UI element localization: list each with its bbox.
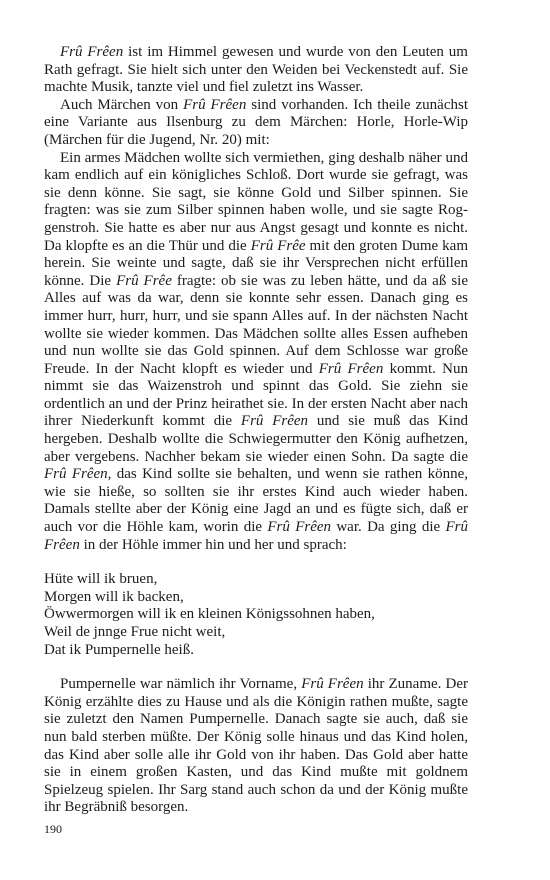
text-run: das Kind sollte sie behalten, und wenn sie rathen könne, wie sie hieße, so sollten sie ihr erstes Kind auch wieder haben. Damals stellte aber der König eine Jagd an und es fügte sich, daß er auch vor die Höhle kam, worin die: [44, 466, 468, 536]
italic-name-run: Frû Frêen: [60, 44, 124, 60]
text-run: ihr Zuname. Der König erzählte dies zu Hause und als die Königin rathen mußte, sagte sie zuletzt den Namen Pumpernelle. Danach sagte sie auch, daß sie nun bald sterben müßte. Der König solle hinaus und das Kind holen, das Kind aber solle alle ihr Gold von ihr haben. Das Gold aber hatte sie in einem großen Kasten, und das Kind mußte mit goldnem Spielzeug spielen. Ihr Sarg stand auch schon da und der König mußte ihr Begräbniß besorgen.: [44, 676, 468, 816]
verse-line: Weil de jnnge Frue nicht weit,: [44, 624, 226, 640]
italic-name-run: Frû Frêen: [318, 360, 384, 377]
verse-line: Hüte will ik bruen,: [44, 571, 158, 588]
paragraph-maerchen-story: [44, 150, 468, 555]
text-run: Pumpernelle war nämlich ihr Vorname,: [60, 676, 302, 693]
text-run: ist im Himmel gewesen und wurde von den Leuten um Rath gefragt. Sie hielt sich unter den Weiden bei Veckenstedt auf. Sie machte Musik, tanzte viel und fiel zuletzt ins Wasser.: [44, 44, 468, 96]
paragraph-pumpernelle: [44, 676, 468, 817]
text-run: kommt. Nun nimmt sie das Waizenstroh und spinnt das Gold. Sie ziehn sie ordentlich an und der Prinz heirathet sie. In der ersten Nacht aber nach ihrer Niederkunft kommt die: [44, 360, 468, 430]
page-number: 190: [44, 822, 62, 836]
text-run: Auch Märchen von: [60, 96, 184, 113]
italic-name-run: Frû Frêen: [183, 96, 247, 113]
paragraph-fru-freen-intro: [44, 44, 468, 97]
italic-name-run: Frû Frêen: [240, 413, 309, 430]
verse-block: [44, 571, 468, 659]
italic-name-run: Frû Frêen: [301, 676, 364, 693]
italic-name-run: Frû Frêen,: [44, 466, 112, 483]
verse-line: Morgen will ik backen,: [44, 588, 184, 605]
text-run: in der Höhle immer hin und her und sprach:: [79, 536, 347, 553]
italic-name-run: Frû Frêen: [267, 519, 332, 536]
text-run: und sie muß das Kind hergeben. Deshalb wollte die Schwiegermutter den König aufhetzen, aber vergebens. Nachher bekam sie wieder einen Sohn. Da sagte die: [44, 413, 468, 465]
text-run: mit den groten Dume kam herein. Sie weinte und sagte, daß sie ihr Versprechen nicht erfüllen könne. Die: [44, 237, 468, 289]
text-run: sind vorhanden. Ich theile zunächst eine Variante aus Ilsenburg zu dem Märchen: Horle, Horle-Wip (Märchen für die Jugend, Nr. 20) mit:: [44, 96, 469, 148]
verse-line: Dat ik Pumpernelle heiß.: [44, 641, 194, 658]
text-run: Ein armes Mädchen wollte sich vermiethen, ging deshalb näher und kam endlich auf ein königliches Schloß. Dort wurde sie gefragt, was sie denn könne. Sie sagt, sie könne Gold und Silber spinnen. Sie fragten: was sie zum Silber spinnen haben wolle, und sie sagte Roggenstroh. Sie hatte es aber nur aus Angst gesagt und konnte es nicht. Da klopfte es an die Thür und die: [44, 149, 468, 254]
verse-line: Öwwermorgen will ik en kleinen Königssohnen haben,: [44, 606, 375, 623]
paragraph-maerchen-intro: [44, 97, 468, 150]
body-paragraphs: [44, 44, 468, 554]
text-run: fragte: ob sie was zu leben hätte, und da aß sie Alles auf was da war, denn sie konnte sehr essen. Danach ging es immer hurr, hurr, hurr, und sie spann Alles auf. In der nächsten Nacht wollte sie wieder kommen. Das Mädchen sollte alles Essen aufheben und nun wollte sie das Gold spinnen. Auf dem Schlosse war große Freude. In der Nacht klopft es wieder und: [44, 272, 468, 377]
italic-name-run: Frû Frêen: [44, 519, 468, 553]
page-body: [44, 44, 468, 817]
text-run: war. Da ging die: [331, 519, 446, 536]
italic-name-run: Frû Frêe: [250, 237, 306, 254]
italic-name-run: Frû Frêe: [116, 272, 172, 289]
closing-paragraphs: [44, 676, 468, 817]
